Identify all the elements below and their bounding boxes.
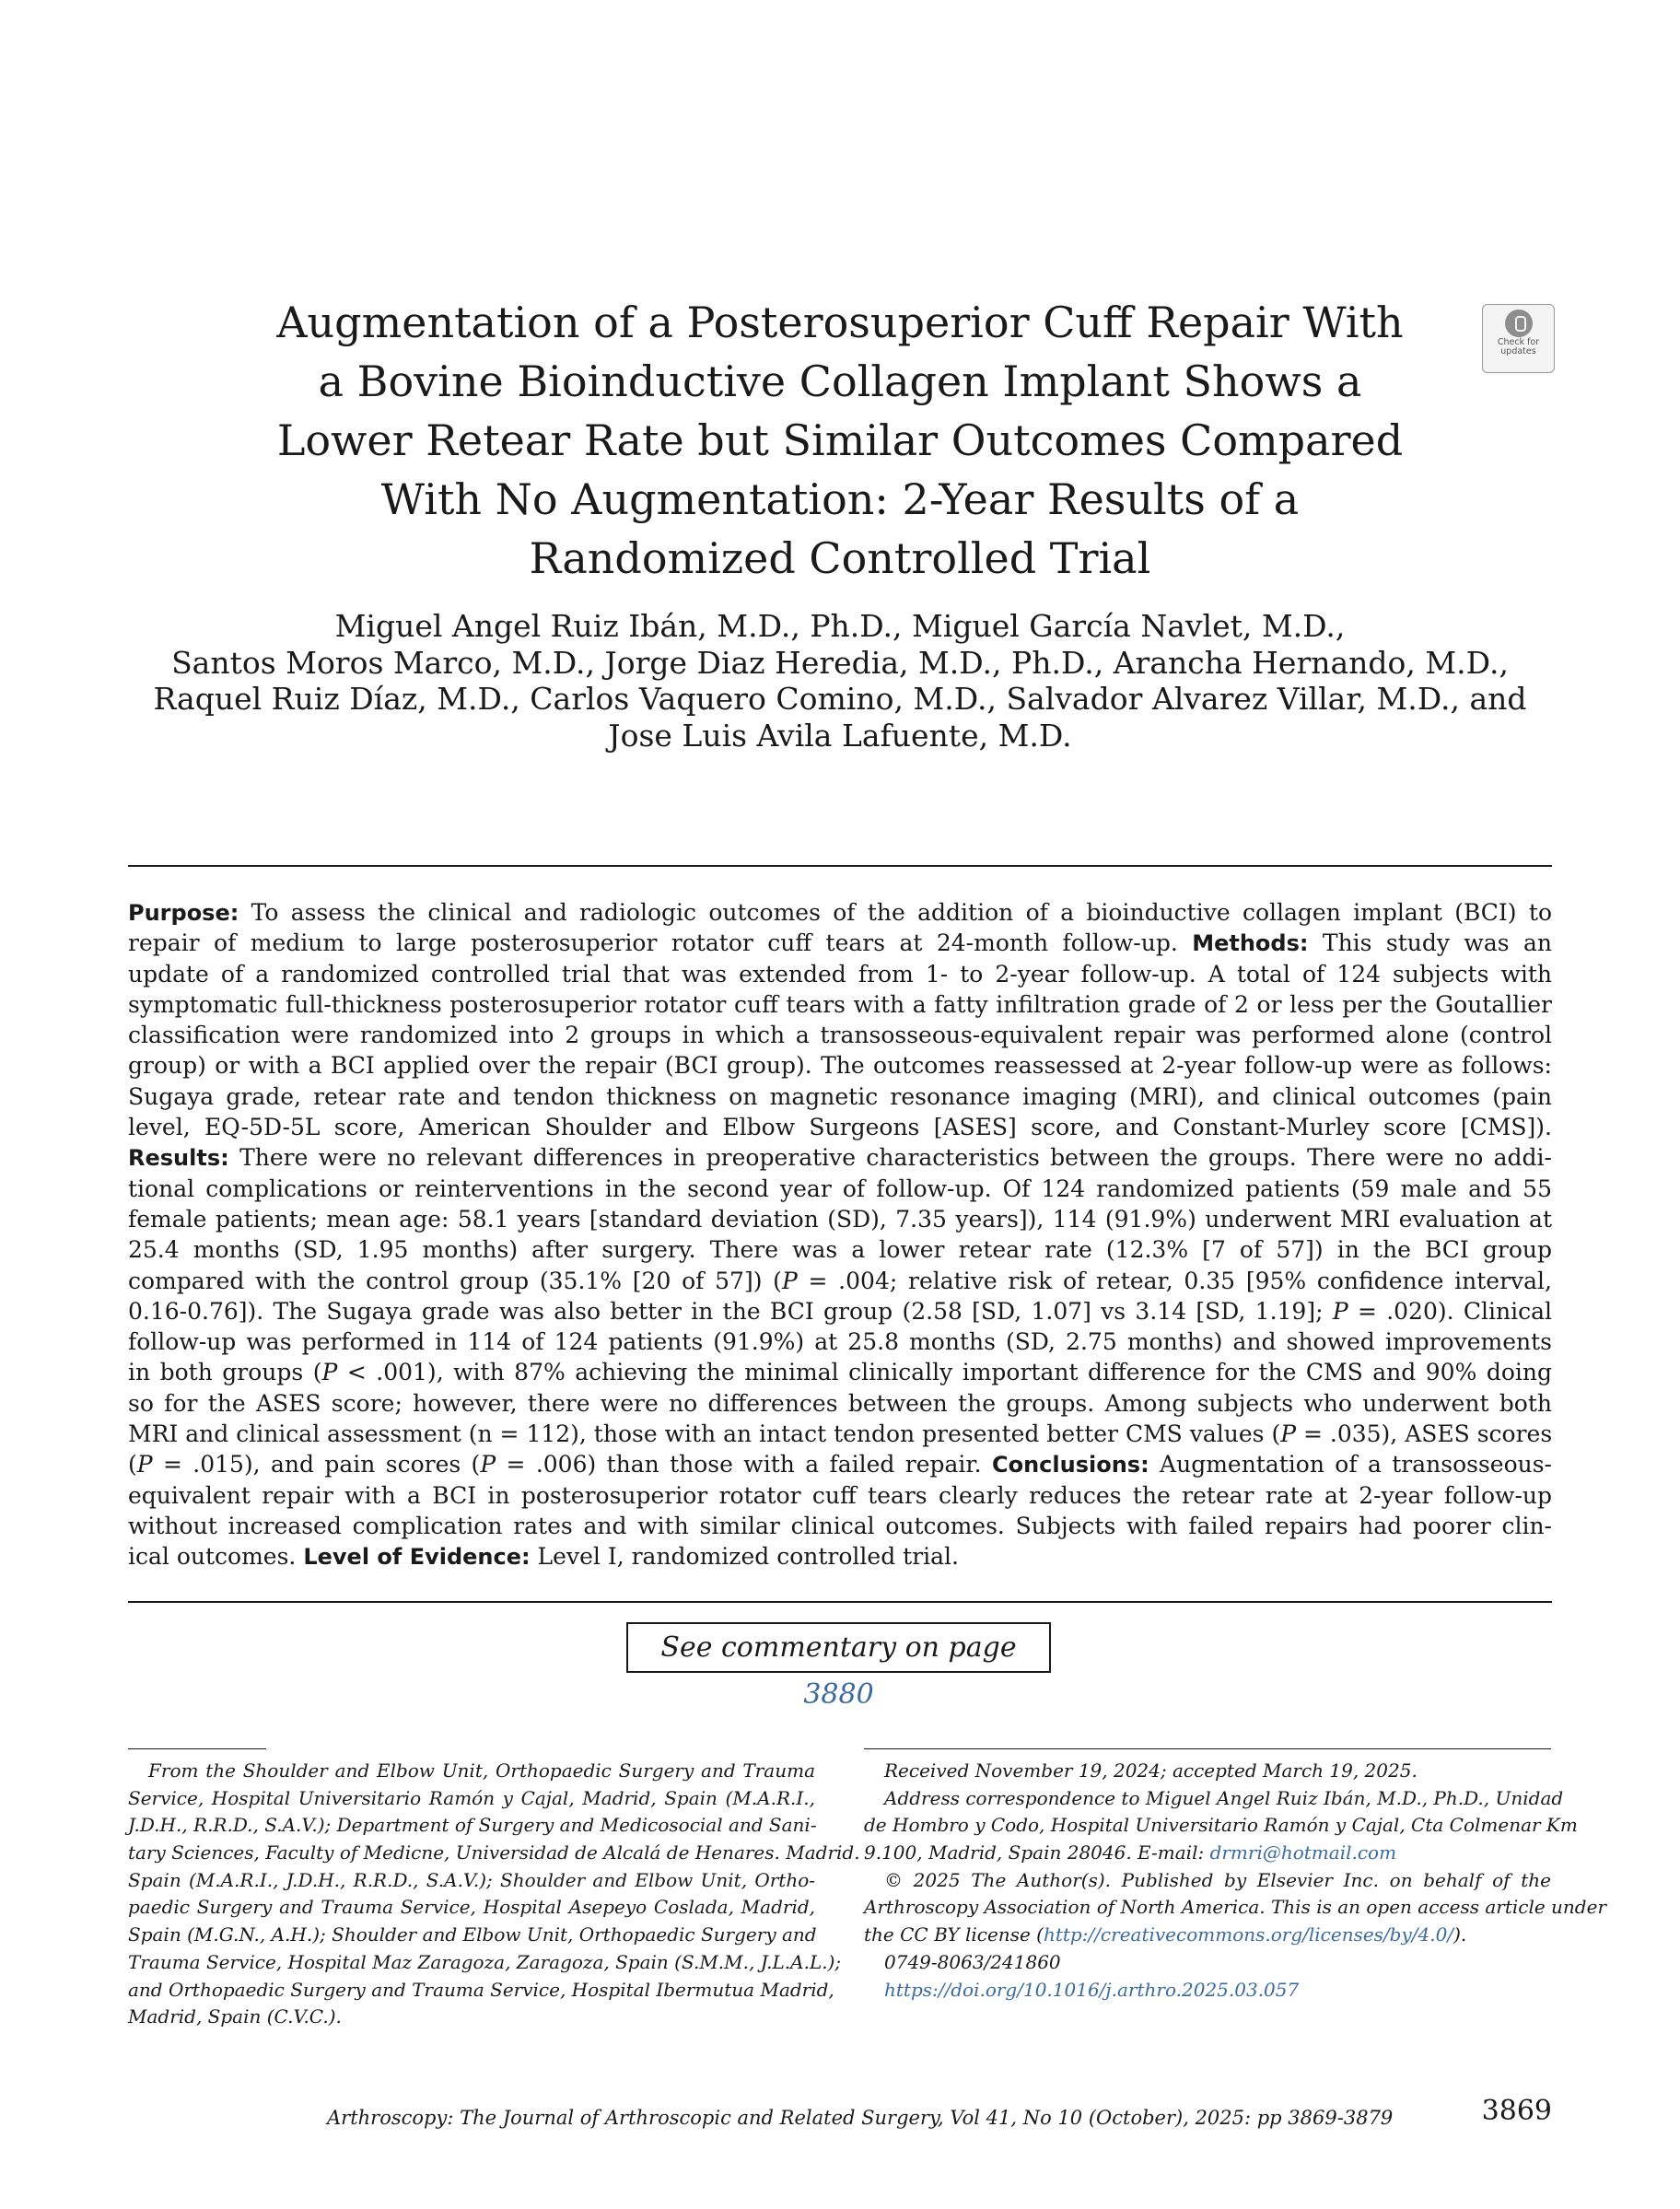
abstract-line: without increased complication rates and with similar clinical outcomes. Subjects with failed repairs had poorer clin- bbox=[128, 1512, 1552, 1539]
methods-heading: Methods: bbox=[1192, 930, 1309, 957]
license-line: Arthroscopy Association of North America. This is an open access article under bbox=[864, 1896, 1607, 1919]
abstract-line: repair of medium to large posterosuperior rotator cuff tears at 24-month follow-up. Methods: This study was an bbox=[128, 929, 1552, 957]
abstract bbox=[128, 897, 1552, 1572]
title-line: a Bovine Bioinductive Collagen Implant Shows a bbox=[318, 356, 1362, 406]
abstract-line: Results: There were no relevant differences in preoperative characteristics between the groups. There were no addi- bbox=[128, 1144, 1552, 1172]
bookmark-icon bbox=[1505, 310, 1533, 337]
author-line: Raquel Ruiz Díaz, M.D., Carlos Vaquero Comino, M.D., Salvador Alvarez Villar, M.D., and bbox=[153, 681, 1527, 717]
affiliations bbox=[128, 1758, 860, 2031]
license-line: the CC BY license (http://creativecommons.org/licenses/by/4.0/). bbox=[864, 1923, 1467, 1946]
affiliation-line: tary Sciences, Faculty of Medicne, Universidad de Alcalá de Henares. Madrid. bbox=[128, 1841, 860, 1864]
title-line: Lower Retear Rate but Similar Outcomes Compared bbox=[276, 415, 1404, 465]
affiliation-line: J.D.H., R.R.D., S.A.V.); Department of Surgery and Medicosocial and Sani- bbox=[128, 1814, 817, 1837]
title-line: Randomized Controlled Trial bbox=[529, 533, 1151, 583]
abstract-line: symptomatic full-thickness posterosuperior rotator cuff tears with a fatty infiltration grade of 2 or less per the Goutallier bbox=[128, 990, 1552, 1018]
check-updates-label: Check for bbox=[1497, 337, 1540, 347]
affiliation-line: Madrid, Spain (C.V.C.). bbox=[128, 2005, 342, 2028]
purpose-heading: Purpose: bbox=[128, 900, 239, 926]
conclusions-heading: Conclusions: bbox=[991, 1452, 1149, 1479]
affiliation-line: Spain (M.G.N., A.H.); Shoulder and Elbow Unit, Orthopaedic Surgery and bbox=[128, 1923, 817, 1946]
article-title bbox=[184, 293, 1496, 588]
commentary-page-link[interactable]: 3880 bbox=[803, 1678, 874, 1711]
page-number: 3869 bbox=[1481, 2095, 1552, 2127]
abstract-line: 0.16-0.76]). The Sugaya grade was also better in the BCI group (2.58 [SD, 1.07] vs 3.14 [SD, 1.19]; P = .020). Clinical bbox=[128, 1297, 1552, 1325]
abstract-line: Sugaya grade, retear rate and tendon thickness on magnetic resonance imaging (MRI), and clinical outcomes (pain bbox=[128, 1082, 1552, 1110]
abstract-line: classification were randomized into 2 groups in which a transosseous-equivalent repair was performed alone (control bbox=[128, 1022, 1552, 1049]
affiliation-line: Service, Hospital Universitario Ramón y Cajal, Madrid, Spain (M.A.R.I., bbox=[128, 1786, 815, 1809]
abstract-top-rule bbox=[128, 865, 1552, 867]
commentary-box bbox=[626, 1622, 1051, 1711]
commentary-text: See commentary on page bbox=[660, 1631, 1017, 1664]
abstract-line: compared with the control group (35.1% [20 of 57]) (P = .004; relative risk of retear, 0.35 [95% confidence interval, bbox=[128, 1267, 1552, 1294]
issn: 0749-8063/241860 bbox=[884, 1950, 1061, 1973]
affiliation-line: Trauma Service, Hospital Maz Zaragoza, Zaragoza, Spain (S.M.M., J.L.A.L.); bbox=[128, 1950, 842, 1973]
address-line: 9.100, Madrid, Spain 28046. E-mail: drmri@hotmail.com bbox=[864, 1841, 1397, 1864]
abstract-line: update of a randomized controlled trial that was extended from 1- to 2-year follow-up. A total of 124 subjects with bbox=[128, 960, 1552, 988]
footnote-rule-right bbox=[864, 1748, 1551, 1749]
abstract-line: level, EQ-5D-5L score, American Shoulder and Elbow Surgeons [ASES] score, and Constant-Murley score [CMS]). bbox=[128, 1114, 1552, 1141]
abstract-line: ical outcomes. Level of Evidence: Level I, randomized controlled trial. bbox=[128, 1543, 959, 1571]
email-link[interactable]: drmri@hotmail.com bbox=[1209, 1841, 1397, 1864]
author-line: Miguel Angel Ruiz Ibán, M.D., Ph.D., Miguel García Navlet, M.D., bbox=[334, 608, 1346, 644]
author-line: Jose Luis Avila Lafuente, M.D. bbox=[608, 717, 1072, 754]
abstract-line: tional complications or reinterventions in the second year of follow-up. Of 124 randomized patients (59 male and 55 bbox=[128, 1175, 1552, 1202]
abstract-line: MRI and clinical assessment (n = 112), those with an intact tendon presented better CMS values (P = .035), ASES scores bbox=[128, 1420, 1552, 1448]
journal-footer: Arthroscopy: The Journal of Arthroscopic and Related Surgery, Vol 41, No 10 (October), 2025: pp 3869-3879 bbox=[327, 2107, 1394, 2129]
abstract-line: follow-up was performed in 114 of 124 patients (91.9%) at 25.8 months (SD, 2.75 months) and showed improvements bbox=[128, 1328, 1552, 1356]
abstract-line: equivalent repair with a BCI in posterosuperior rotator cuff tears clearly reduces the retear rate at 2-year follow-up bbox=[128, 1481, 1552, 1509]
affiliation-line: and Orthopaedic Surgery and Trauma Service, Hospital Ibermutua Madrid, bbox=[128, 1978, 834, 2001]
affiliation-line: From the Shoulder and Elbow Unit, Orthopaedic Surgery and Trauma bbox=[148, 1759, 815, 1782]
received-date: Received November 19, 2024; accepted March 19, 2025. bbox=[884, 1759, 1418, 1782]
level-of-evidence-heading: Level of Evidence: bbox=[303, 1544, 531, 1571]
abstract-line: group) or with a BCI applied over the repair (BCI group). The outcomes reassessed at 2-year follow-up were as follows: bbox=[128, 1052, 1552, 1080]
license-link[interactable]: http://creativecommons.org/licenses/by/4.0/ bbox=[1043, 1923, 1454, 1946]
abstract-line: so for the ASES score; however, there were no differences between the groups. Among subjects who underwent both bbox=[128, 1389, 1552, 1417]
check-for-updates-button[interactable] bbox=[1482, 304, 1555, 373]
abstract-line: Purpose: To assess the clinical and radiologic outcomes of the addition of a bioinductive collagen implant (BCI) to bbox=[128, 899, 1552, 926]
abstract-line: female patients; mean age: 58.1 years [standard deviation (SD), 7.35 years]), 114 (91.9%) underwent MRI evaluation at bbox=[128, 1205, 1552, 1233]
address-line: Address correspondence to Miguel Angel Ruiz Ibán, M.D., Ph.D., Unidad bbox=[884, 1786, 1564, 1809]
doi-link[interactable]: https://doi.org/10.1016/j.arthro.2025.03.057 bbox=[884, 1978, 1300, 2001]
author-list bbox=[138, 608, 1542, 754]
license-line: © 2025 The Author(s). Published by Elsevier Inc. on behalf of the bbox=[884, 1868, 1551, 1891]
affiliation-line: Spain (M.A.R.I., J.D.H., R.R.D., S.A.V.); Shoulder and Elbow Unit, Ortho- bbox=[128, 1868, 815, 1891]
abstract-line: (P = .015), and pain scores (P = .006) than those with a failed repair. Conclusions: Augmentation of a transosseous- bbox=[128, 1451, 1552, 1479]
abstract-bottom-rule bbox=[128, 1601, 1552, 1603]
abstract-line: 25.4 months (SD, 1.95 months) after surgery. There was a lower retear rate (12.3% [7 of 57]) in the BCI group bbox=[128, 1236, 1552, 1264]
affiliation-line: paedic Surgery and Trauma Service, Hospital Asepeyo Coslada, Madrid, bbox=[128, 1896, 815, 1919]
abstract-line: in both groups (P < .001), with 87% achieving the minimal clinically important difference for the CMS and 90% doing bbox=[128, 1359, 1552, 1386]
footnote-rule-left bbox=[128, 1748, 266, 1749]
title-line: Augmentation of a Posterosuperior Cuff Repair With bbox=[276, 298, 1404, 347]
address-line: de Hombro y Codo, Hospital Universitario Ramón y Cajal, Cta Colmenar Km bbox=[864, 1814, 1578, 1837]
author-line: Santos Moros Marco, M.D., Jorge Diaz Heredia, M.D., Ph.D., Arancha Hernando, M.D., bbox=[171, 644, 1509, 681]
check-updates-label: updates bbox=[1500, 346, 1536, 356]
title-line: With No Augmentation: 2-Year Results of a bbox=[380, 474, 1300, 524]
correspondence bbox=[864, 1758, 1607, 2004]
results-heading: Results: bbox=[128, 1145, 229, 1172]
